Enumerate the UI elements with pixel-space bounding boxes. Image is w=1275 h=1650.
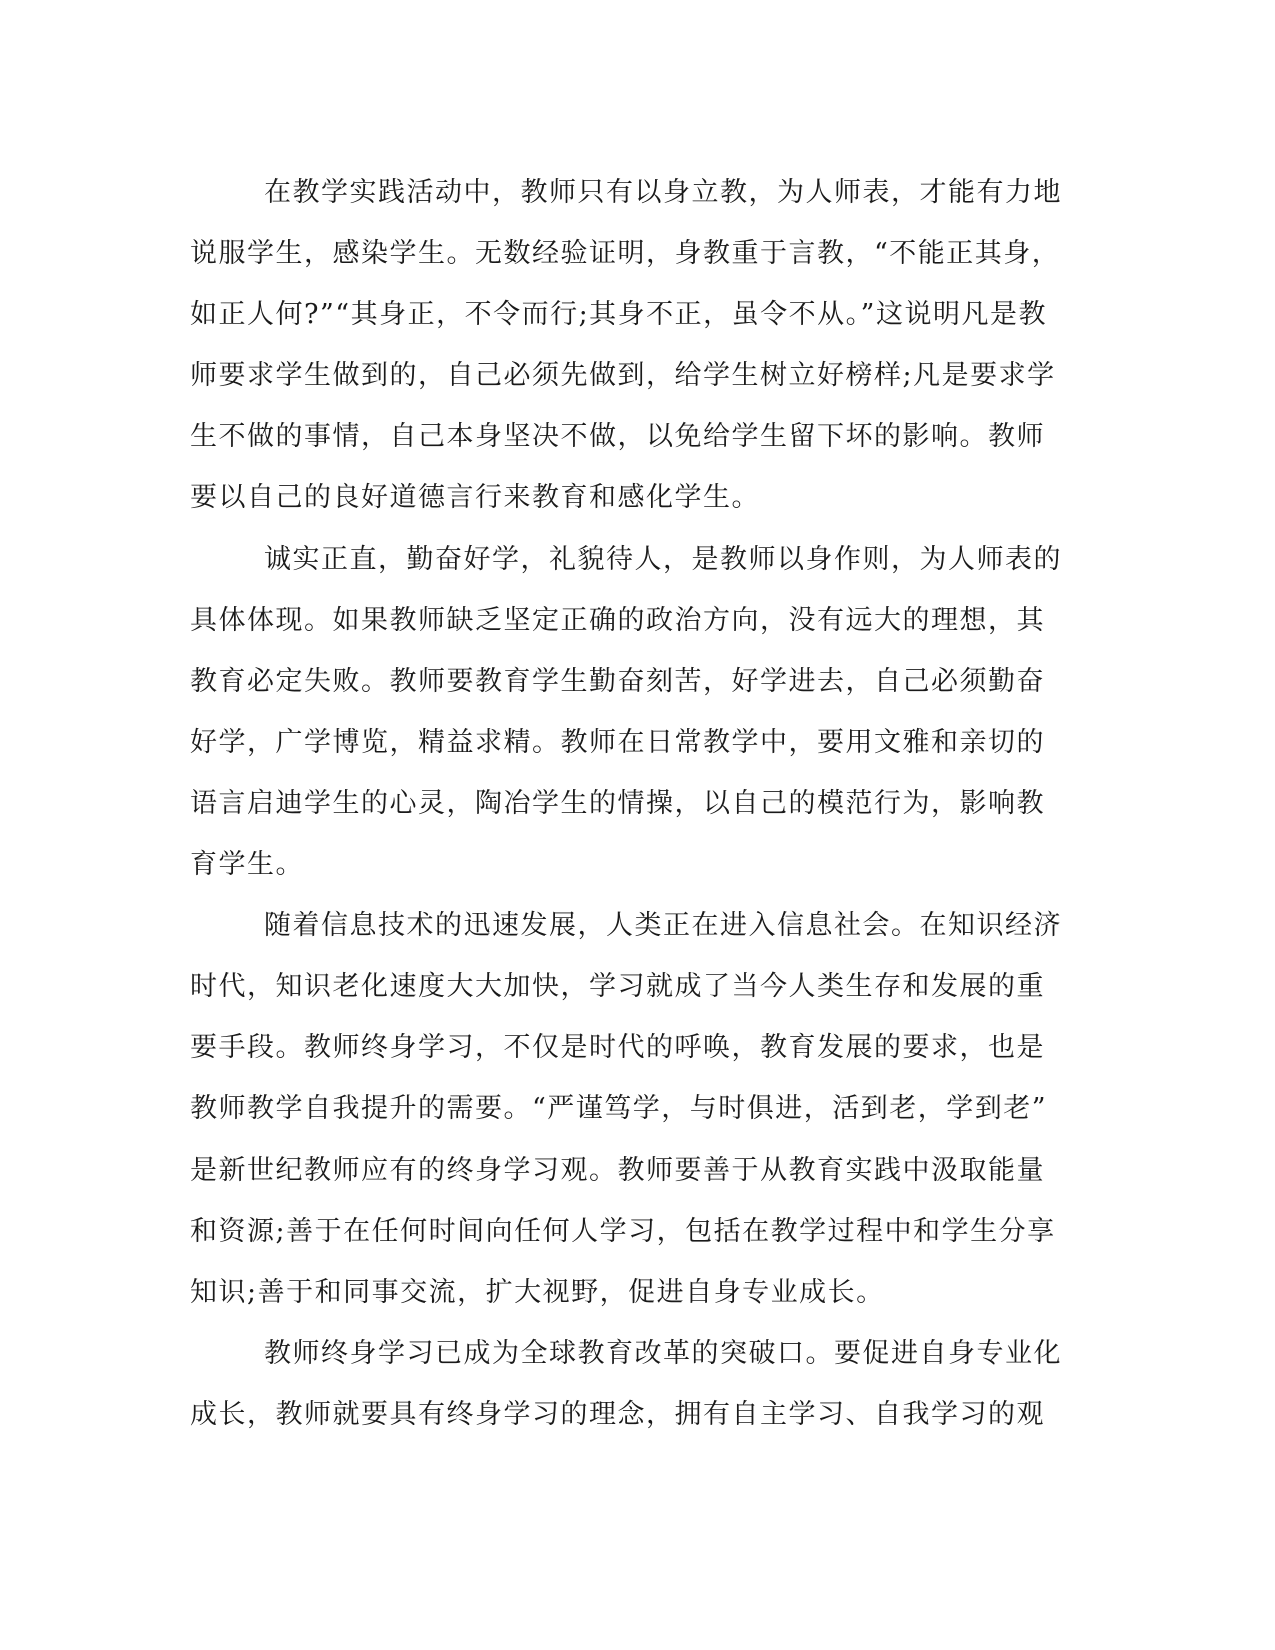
text-line: 语言启迪学生的心灵，陶冶学生的情操，以自己的模范行为，影响教 — [190, 787, 1045, 819]
text-line: 生不做的事情，自己本身坚决不做，以免给学生留下坏的影响。教师 — [190, 421, 1045, 453]
text-line: 和资源;善于在任何时间向任何人学习，包括在教学过程中和学生分享 — [190, 1215, 1056, 1247]
body-text — [190, 162, 1072, 1445]
text-line: 教育必定失败。教师要教育学生勤奋刻苦，好学进去，自己必须勤奋 — [190, 665, 1045, 697]
text-line: 在教学实践活动中，教师只有以身立教，为人师表，才能有力地 — [264, 177, 1062, 208]
paragraph-1 — [190, 162, 1072, 529]
text-line: 如正人何?”“其身正，不令而行;其身不正，虽令不从。”这说明凡是教 — [190, 299, 1047, 331]
text-line: 时代，知识老化速度大大加快，学习就成了当今人类生存和发展的重 — [190, 971, 1045, 1003]
text-line: 教师终身学习已成为全球教育改革的突破口。要促进自身专业化 — [264, 1337, 1062, 1369]
text-line: 随着信息技术的迅速发展，人类正在进入信息社会。在知识经济 — [264, 910, 1062, 942]
text-line: 育学生。 — [190, 849, 304, 881]
text-line: 成长，教师就要具有终身学习的理念，拥有自主学习、自我学习的观 — [190, 1398, 1045, 1430]
text-line: 诚实正直，勤奋好学，礼貌待人，是教师以身作则，为人师表的 — [264, 543, 1062, 575]
text-line: 好学，广学博览，精益求精。教师在日常教学中，要用文雅和亲切的 — [190, 726, 1045, 758]
text-line: 要以自己的良好道德言行来教育和感化学生。 — [190, 482, 760, 514]
paragraph-3 — [190, 895, 1072, 1323]
text-line: 教师教学自我提升的需要。“严谨笃学，与时俱进，活到老，学到老” — [190, 1093, 1048, 1125]
text-line: 具体体现。如果教师缺乏坚定正确的政治方向，没有远大的理想，其 — [190, 604, 1045, 636]
text-line: 师要求学生做到的，自己必须先做到，给学生树立好榜样;凡是要求学 — [190, 360, 1056, 392]
text-line: 要手段。教师终身学习，不仅是时代的呼唤，教育发展的要求，也是 — [190, 1032, 1045, 1064]
text-line: 说服学生，感染学生。无数经验证明，身教重于言教，“不能正其身， — [190, 238, 1061, 270]
paragraph-2 — [190, 529, 1072, 896]
text-line: 是新世纪教师应有的终身学习观。教师要善于从教育实践中汲取能量 — [190, 1154, 1045, 1186]
paragraph-4 — [190, 1323, 1072, 1445]
text-line: 知识;善于和同事交流，扩大视野，促进自身专业成长。 — [190, 1276, 885, 1308]
